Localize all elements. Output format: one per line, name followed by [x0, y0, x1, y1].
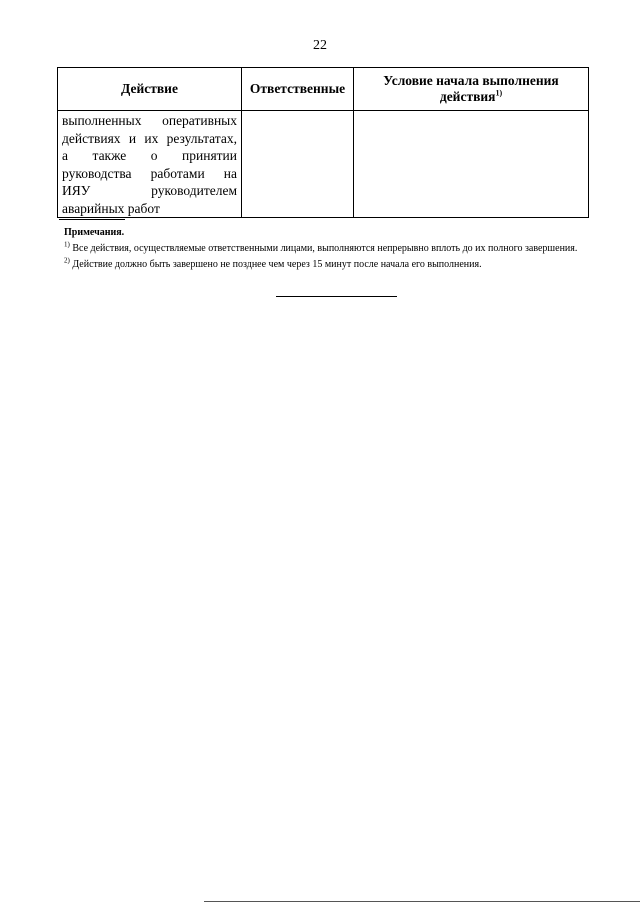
header-action-label: Действие — [121, 81, 178, 96]
action-text-line — [62, 182, 237, 200]
table-header-row — [58, 68, 589, 111]
footnote-1-mark: 1) — [64, 240, 70, 249]
header-responsible — [242, 68, 354, 111]
cell-condition — [354, 111, 589, 218]
cell-responsible — [242, 111, 354, 218]
footnote-1-text: Все действия, осуществляемые ответственными лицами, выполняются непрерывно вплоть до их полного завершения. — [69, 243, 578, 254]
action-word: руководителем — [151, 183, 237, 198]
action-word: а — [62, 148, 68, 163]
end-separator — [276, 296, 397, 297]
action-word: о — [150, 148, 158, 163]
action-word: их — [144, 130, 159, 146]
page-number: 22 — [313, 38, 327, 53]
responsible-text — [242, 111, 353, 112]
cell-action — [58, 111, 242, 218]
action-word: принятии — [182, 148, 237, 163]
condition-text — [354, 111, 588, 112]
footnote-2 — [64, 258, 584, 271]
action-text-line — [62, 112, 237, 130]
action-word: на — [223, 165, 237, 181]
action-word: действиях — [62, 130, 121, 146]
action-word: аварийных работ — [62, 200, 160, 216]
footnote-2-mark: 2) — [64, 256, 70, 265]
action-word: результатах, — [166, 130, 237, 146]
notes-title: Примечания. — [64, 227, 125, 238]
header-responsible-label: Ответственные — [249, 81, 346, 96]
action-text-line — [62, 147, 237, 165]
header-action — [58, 68, 242, 111]
notes-section — [64, 226, 584, 274]
header-condition-footnote-mark: 1) — [495, 88, 503, 98]
action-word: также — [92, 148, 127, 163]
action-word: выполненных — [62, 113, 142, 128]
header-condition-label: Условие начала выполнения действия — [383, 73, 559, 104]
action-text-line — [62, 165, 237, 183]
scan-edge — [204, 901, 640, 902]
action-text-line — [62, 200, 237, 218]
action-text — [58, 111, 241, 217]
action-word: и — [128, 130, 137, 146]
action-word: ИЯУ — [62, 183, 91, 198]
footnote-1 — [64, 242, 584, 255]
footnote-2-text: Действие должно быть завершено не позднее чем через 15 минут после начала его выполнения. — [69, 259, 482, 270]
action-word: руководства — [62, 165, 132, 181]
table-row — [58, 111, 589, 218]
action-word: работами — [150, 165, 205, 181]
actions-table — [57, 67, 589, 218]
action-word: оперативных — [162, 113, 237, 128]
action-text-line — [62, 130, 237, 148]
notes-separator — [59, 219, 125, 220]
header-condition — [354, 68, 589, 111]
